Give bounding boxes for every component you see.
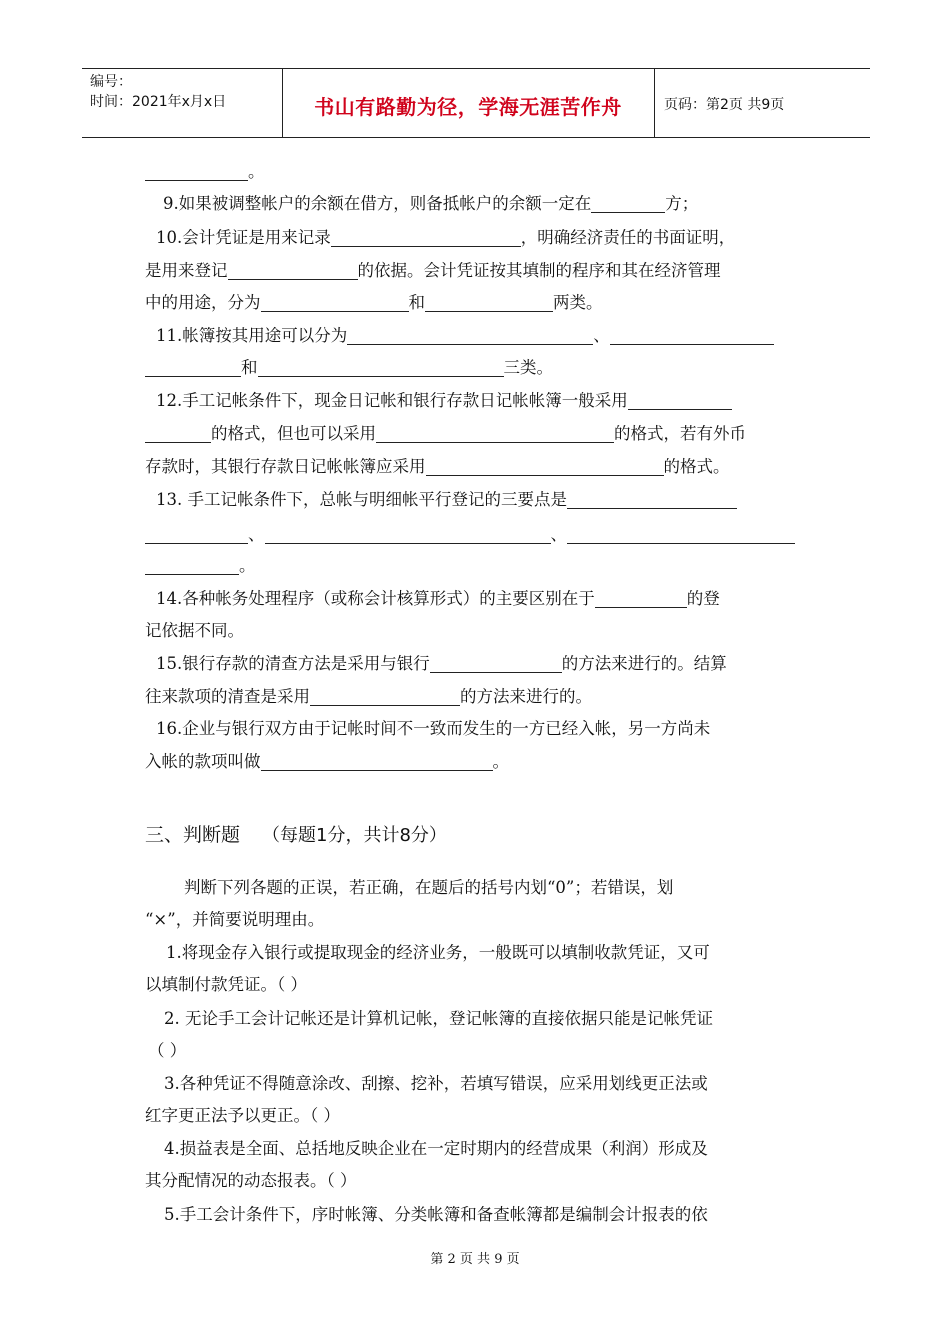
answer-blank [310, 687, 460, 706]
question-10-cont: 中的用途，分为 和 两类。 [145, 293, 603, 312]
question-15-cont: 往来款项的清查是采用 的方法来进行的。 [145, 687, 592, 706]
time-label: 时间：2021年x月x日 [90, 94, 227, 110]
answer-blank [145, 162, 248, 181]
question-14: 14.各种帐务处理程序（或称会计核算形式）的主要区别在于 的登 [156, 589, 720, 608]
judge-question-1-cont: 以填制付款凭证。（ ） [145, 975, 307, 994]
judge-question-2: 2. 无论手工会计记帐还是计算机记帐，登记帐簿的直接依据只能是记帐凭证 [164, 1009, 713, 1028]
question-line: 。 [145, 160, 265, 184]
question-11-cont: 和 三类。 [145, 356, 553, 380]
question-14-cont: 记依据不同。 [145, 621, 244, 640]
number-label: 编号： [90, 74, 132, 90]
judge-instructions-cont: “×”，并简要说明理由。 [145, 910, 325, 929]
question-12-cont: 的格式，但也可以采用 的格式，若有外币 [145, 422, 746, 446]
answer-blank [145, 358, 241, 377]
judge-question-5: 5.手工会计条件下，序时帐簿、分类帐簿和备查帐簿都是编制会计报表的依 [164, 1205, 708, 1224]
question-16: 16.企业与银行双方由于记帐时间不一致而发生的一方已经入帐，另一方尚未 [156, 719, 711, 738]
answer-blank [628, 391, 732, 410]
answer-blank [591, 194, 665, 213]
question-10: 10.会计凭证是用来记录 ，明确经济责任的书面证明， [156, 228, 736, 247]
section-heading [145, 820, 447, 847]
answer-blank [567, 525, 795, 544]
judge-instructions: 判断下列各题的正误，若正确，在题后的括号内划“0”；若错误，划 [184, 878, 674, 897]
answer-blank [265, 525, 551, 544]
answer-blank [258, 358, 504, 377]
header-divider [654, 69, 655, 137]
question-12-cont: 存款时，其银行存款日记帐帐簿应采用 的格式。 [145, 457, 730, 476]
page-header [82, 68, 870, 138]
answer-blank [347, 326, 593, 345]
answer-blank [145, 525, 248, 544]
answer-blank [610, 326, 774, 345]
answer-blank [425, 293, 553, 312]
answer-blank [376, 424, 614, 443]
answer-blank [567, 490, 737, 509]
header-motto: 书山有路勤为径，学海无涯苦作舟 [314, 95, 622, 119]
judge-question-4: 4.损益表是全面、总括地反映企业在一定时期内的经营成果（利润）形成及 [164, 1139, 708, 1158]
header-left-cell [90, 72, 226, 112]
judge-question-4-cont: 其分配情况的动态报表。（ ） [145, 1171, 357, 1190]
judge-question-3: 3.各种凭证不得随意涂改、刮擦、挖补，若填写错误，应采用划线更正法或 [164, 1074, 708, 1093]
answer-blank [261, 293, 409, 312]
question-13-cont: 。 [145, 554, 256, 578]
header-page-label: 页码：第2页 共9页 [664, 97, 785, 113]
judge-question-2-cont: （ ） [148, 1041, 187, 1060]
question-11: 11.帐簿按其用途可以分为 、 [156, 324, 774, 348]
question-9: 9.如果被调整帐户的余额在借方，则备抵帐户的余额一定在 方； [163, 194, 699, 213]
answer-blank [145, 556, 239, 575]
section-title: 三、判断题 [145, 824, 241, 846]
question-16-cont: 入帐的款项叫做 。 [145, 752, 509, 771]
page-footer: 第 2 页 共 9 页 [430, 1252, 520, 1267]
section-score: （每题1分，共计8分） [262, 825, 447, 846]
question-15: 15.银行存款的清查方法是采用与银行 的方法来进行的。结算 [156, 654, 727, 673]
answer-blank [595, 589, 687, 608]
question-12: 12.手工记帐条件下，现金日记帐和银行存款日记帐帐簿一般采用 [156, 389, 732, 413]
answer-blank [430, 654, 562, 673]
answer-blank [228, 261, 358, 280]
answer-blank [261, 752, 493, 771]
answer-blank [145, 424, 211, 443]
question-13-cont: 、 、 [145, 523, 795, 547]
judge-question-1: 1.将现金存入银行或提取现金的经济业务，一般既可以填制收款凭证，又可 [166, 943, 710, 962]
answer-blank [331, 228, 521, 247]
answer-blank [426, 457, 664, 476]
question-10-cont: 是用来登记 的依据。会计凭证按其填制的程序和其在经济管理 [145, 261, 721, 280]
judge-question-3-cont: 红字更正法予以更正。（ ） [145, 1106, 340, 1125]
question-13: 13. 手工记帐条件下，总帐与明细帐平行登记的三要点是 [156, 488, 737, 512]
